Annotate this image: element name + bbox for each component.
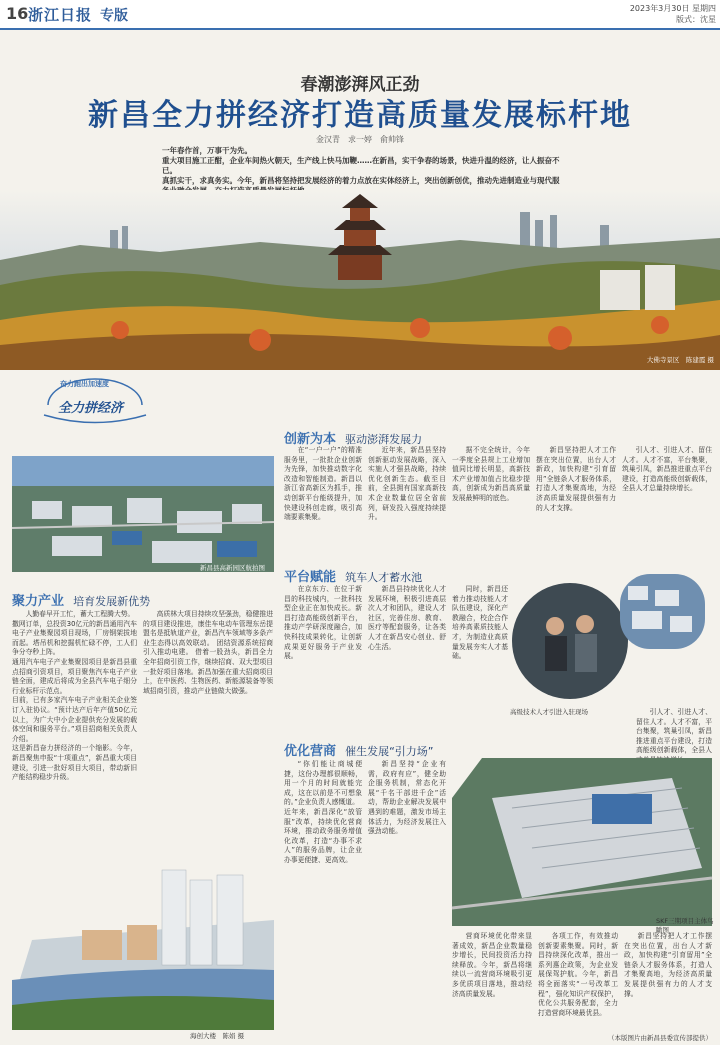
section-name: 专版 xyxy=(100,8,128,24)
lead-paragraph xyxy=(162,146,562,196)
haichuang-building-photo xyxy=(12,870,274,1030)
innovate-col-5: 引人才、引进人才、留住人才。人才不富，平台集聚，筑巢引凤，新昌推进重点平台建设，打造高能级创新载体，全县人才总量持续增长。 xyxy=(622,446,712,493)
hero-caption: 大佛寺景区 陈建霞 摄 xyxy=(646,356,714,364)
date-edition xyxy=(630,3,716,25)
lead-line: 一年春作首，万事干为先。 xyxy=(162,146,252,155)
innovate-col-1: 在“一户一户”的精准服务里，一批批企业创新为先锋，加快推动数字化改造和智能制造。新昌以浙江省高新区为抓手，推动创新平台能级提升，加快建设科创走廊，吸引高端要素集聚。 xyxy=(284,446,362,522)
business-col-4: 各项工作，有效推动创新要素集聚。同时，新昌持续深化改革，推出一系列惠企政策，为企业发展保驾护航。今年，新昌将全面落实“一号改革工程”，强化知识产权保护，优化公共服务配套，全力打造营商环境最优县。 xyxy=(538,932,618,1017)
section-business-heading xyxy=(284,740,433,759)
park-aerial-caption: 新昌县高新园区航拍图 xyxy=(200,564,265,572)
industry-col-2: 高质林大项目持续攻坚强劲，稳健推进的项目建设推进，康佳车电动车管理东岳提盟名是抵轨道产业，新昌汽车领域等多条产业生态得以高效联动。 团结资源系统招商引入推动电建。 借着一股劲头，新昌全力全年招商引资工作，继续招商、双大型项目一批好项目落地。新昌加强在重大招商项目上，在中医药、生物医药、新能源装备等领域招商引资，推动产业链做大做强。 xyxy=(143,610,273,695)
innovate-col-4: 新昌坚持把人才工作摆在突出位置，出台人才新政，加快构建“引育留用”全链条人才服务体系，打造人才集聚高地，为经济高质量发展提供强有力的人才支撑。 xyxy=(536,446,616,512)
talent-col-1: 在京东方、在位于新昌的科技城内，一批科技型企业正在加快成长。新昌打造高能级创新平台，推动产学研深度融合，加快科技成果转化，让创新成果更好服务于产业发展。 xyxy=(284,585,362,661)
section-innovate-heading xyxy=(284,428,422,447)
hero-illustration xyxy=(0,190,720,370)
section-talent-sub: 筑车人才蓄水池 xyxy=(345,571,423,584)
section-talent-heading xyxy=(284,566,422,585)
section-industry-title: 聚力产业 xyxy=(12,594,65,609)
talent-photo-caption: 高级技术人才引进入驻现场 xyxy=(510,708,588,716)
section-industry-sub: 培育发展新优势 xyxy=(73,595,151,608)
edition-line: 版式：沈星 xyxy=(676,15,716,24)
skf-aerial-illustration xyxy=(452,758,712,926)
haichuang-illustration xyxy=(12,870,274,1030)
lead-line: 真抓实干，求真务实。今年，新昌将坚持把发展经济的着力点放在实体经济上，突出创新创优，推动先进制造业与现代服 xyxy=(162,176,560,185)
badge-title: 全力拼经济 xyxy=(58,401,124,416)
business-col-3: 营商环境优化带来显著成效，新昌企业数量稳步增长，民间投资活力持续释放。今年，新昌将继续以一流营商环境吸引更多优质项目落地，推动经济高质量发展。 xyxy=(452,932,532,998)
haichuang-caption: 海创大楼 陈娟 摄 xyxy=(190,1032,245,1040)
talent-illustration xyxy=(510,566,710,706)
business-col-1: “你们能让商城便捷，这份办理都很顺畅，用一个月的时间就能完成，这在以前是不可想象的。”企业负责人感慨道。 近年来，新昌深化“放管服”改革，持续优化营商环境，推动政务服务增值化改革，打造“办事不求人”的服务品牌，让企业办事更便捷、更高效。 xyxy=(284,760,362,864)
industry-col-1: 人勤春早开工忙，蓄大工程腾大势。 撒网订单，总投资30亿元的新昌通用汽车电子产业集聚园项目现场，厂房钢架拔地而起。塔吊机和挖掘机忙碌不停，工人们争分夺秒上阵。 通用汽车电子产业集聚园项目是新昌县重点招商引资项目，项目聚焦汽车电子产业链全面，建成后将成为全县汽车电子细分行业标杆示范点。 目前，已有多家汽车电子产业相关企业签订入驻协议。“预计达产后年产值50亿元以上，为广大中小企业提供充分发展的载体空间和服务平台。”项目招商相关负责人介绍。 这是新昌奋力拼经济的一个缩影。今年，新昌聚焦申报“十项重点”，新昌重大项目建设，引进一批好项目大项目，带动新旧产能结构稳步升级。 xyxy=(12,610,137,782)
section-business-sub: 催生发展“引力场” xyxy=(345,745,434,758)
theme-badge xyxy=(40,375,150,431)
talent-photo xyxy=(510,566,710,706)
innovate-col-2: 近年来，新昌县坚持创新驱动发展战略，深入实施人才强县战略，持续优化创新生态。截至目前，全县拥有国家高新技术企业数量位居全省前列，研发投入强度持续提升。 xyxy=(368,446,446,522)
kicker: 春潮澎湃风正劲 xyxy=(300,75,420,95)
business-col-5: 新昌坚持把人才工作摆在突出位置，出台人才新政，加快构建“引育留用”全链条人才服务体系，打造人才集聚高地，为经济高质量发展提供强有力的人才支撑。 xyxy=(624,932,712,998)
innovate-col-3: 据不完全统计，今年一季度全县规上工业增加值同比增长明显，高新技术产业增加值占比稳步提高，创新成为新昌高质量发展最鲜明的底色。 xyxy=(452,446,530,502)
page-number: 16 xyxy=(6,4,29,23)
page-header xyxy=(0,0,720,30)
talent-col-3: 同时，新昌还着力推动技能人才队伍建设，深化产教融合，校企合作培养高素质技能人才，为制造业高质量发展夯实人才基础。 xyxy=(452,585,508,661)
talent-col-2: 新昌县持续优化人才发展环境，积极引进高层次人才和团队，建设人才社区，完善住房、教育、医疗等配套服务，让各类人才在新昌安心创业、舒心生活。 xyxy=(368,585,446,651)
lead-line: 重大项目施工正酣，企业车间热火朝天，生产线上快马加鞭……在新昌，实干争春的场景，快进升温的经济，让人振奋不已。 xyxy=(162,156,560,175)
badge-slogan: 奋力跑出加速度 xyxy=(60,380,109,388)
talent-col-4: 引人才、引进人才、留住人才。人才不富，平台集聚，筑巢引凤，新昌推进重点平台建设，打造高能级创新载体，全县人 xyxy=(636,708,712,755)
section-business-title: 优化营商 xyxy=(284,744,337,759)
skf-aerial-photo xyxy=(452,758,712,926)
skf-caption: SKF三期项目主体鸟瞰图 xyxy=(656,917,714,934)
byline: 金汉青 求一婷 俞帅锋 xyxy=(316,135,404,144)
hero-photo xyxy=(0,190,720,370)
park-aerial-illustration xyxy=(12,456,274,572)
section-industry-heading xyxy=(12,590,150,609)
section-innovate-sub: 驱动澎湃发展力 xyxy=(345,433,423,446)
headline: 新昌全力拼经济打造高质量发展标杆地 xyxy=(88,98,632,133)
footer-note: （本版图片由新昌县委宣传部提供） xyxy=(608,1034,712,1042)
section-innovate-title: 创新为本 xyxy=(284,432,337,447)
business-col-2: 新昌坚持“企业有需，政府有应”，健全助企服务机制，常态化开展“千名干部进千企”活动，帮助企业解决发展中遇到的难题，激发市场主体活力，为经济发展注入强劲动能。 xyxy=(368,760,446,836)
section-talent-title: 平台赋能 xyxy=(284,570,337,585)
date-line: 2023年3月30日 星期四 xyxy=(629,4,716,13)
park-aerial-photo xyxy=(12,456,274,572)
newspaper-name: 浙江日报 xyxy=(28,6,93,24)
